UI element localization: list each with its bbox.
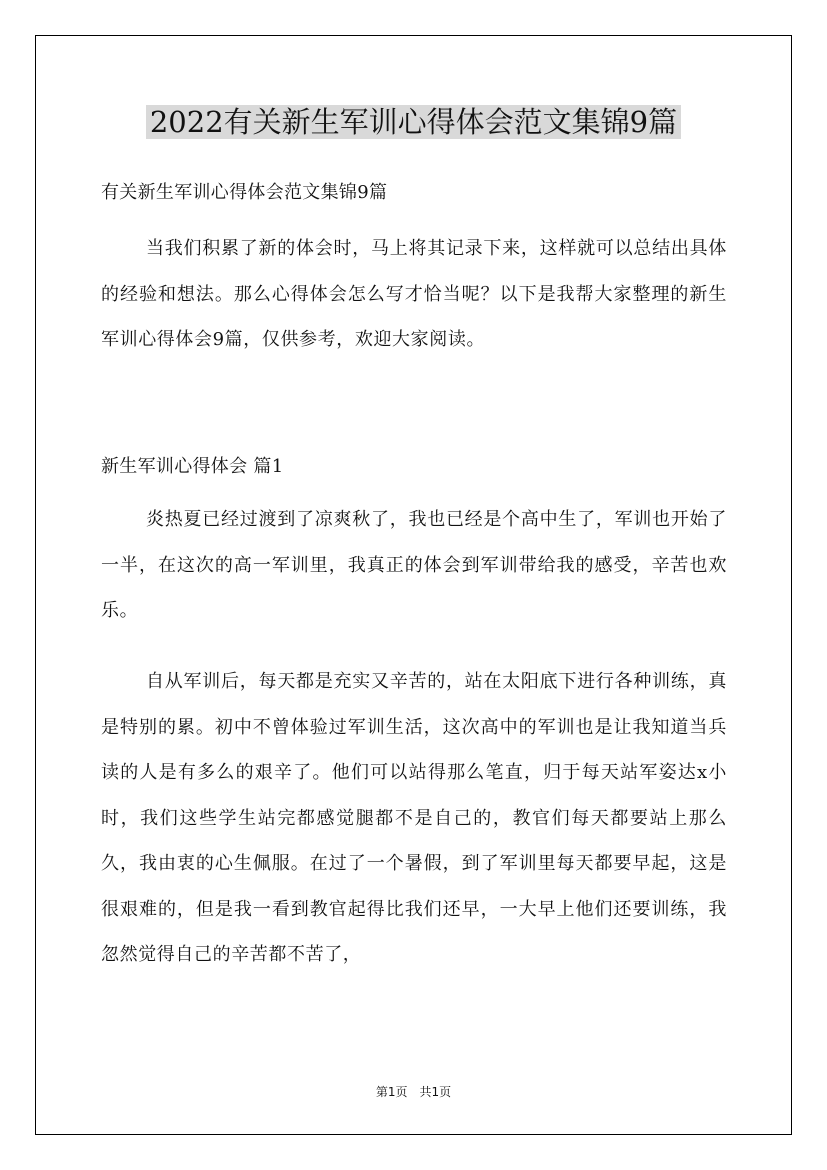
document-title (0, 100, 827, 144)
page-footer: 第1页 共1页 (375, 1085, 452, 1099)
document-subtitle: 有关新生军训心得体会范文集锦9篇 (101, 182, 388, 203)
document-title-text: 2022有关新生军训心得体会范文集锦9篇 (146, 105, 681, 139)
body-paragraph-2: 自从军训后，每天都是充实又辛苦的，站在太阳底下进行各种训练，真是特别的累。初中不曾体验过军训生活，这次高中的军训也是让我知道当兵读的人是有多么的艰辛了。他们可以站得那么笔直，归于每天站军姿达x小时，我们这些学生站完都感觉腿都不是自己的，教官们每天都要站上那么久，我由衷的心生佩服。在过了一个暑假，到了军训里每天都要早起，这是很艰难的，但是我一看到教官起得比我们还早，一大早上他们还要训练，我忽然觉得自己的辛苦都不苦了， (101, 671, 727, 965)
intro-paragraph: 当我们积累了新的体会时，马上将其记录下来，这样就可以总结出具体的经验和想法。那么心得体会怎么写才恰当呢？以下是我帮大家整理的新生军训心得体会9篇，仅供参考，欢迎大家阅读。 (101, 238, 727, 350)
section-heading: 新生军训心得体会 篇1 (101, 456, 284, 477)
body-paragraph-1: 炎热夏已经过渡到了凉爽秋了，我也已经是个高中生了，军训也开始了一半，在这次的高一军训里，我真正的体会到军训带给我的感受，辛苦也欢乐。 (101, 509, 727, 621)
